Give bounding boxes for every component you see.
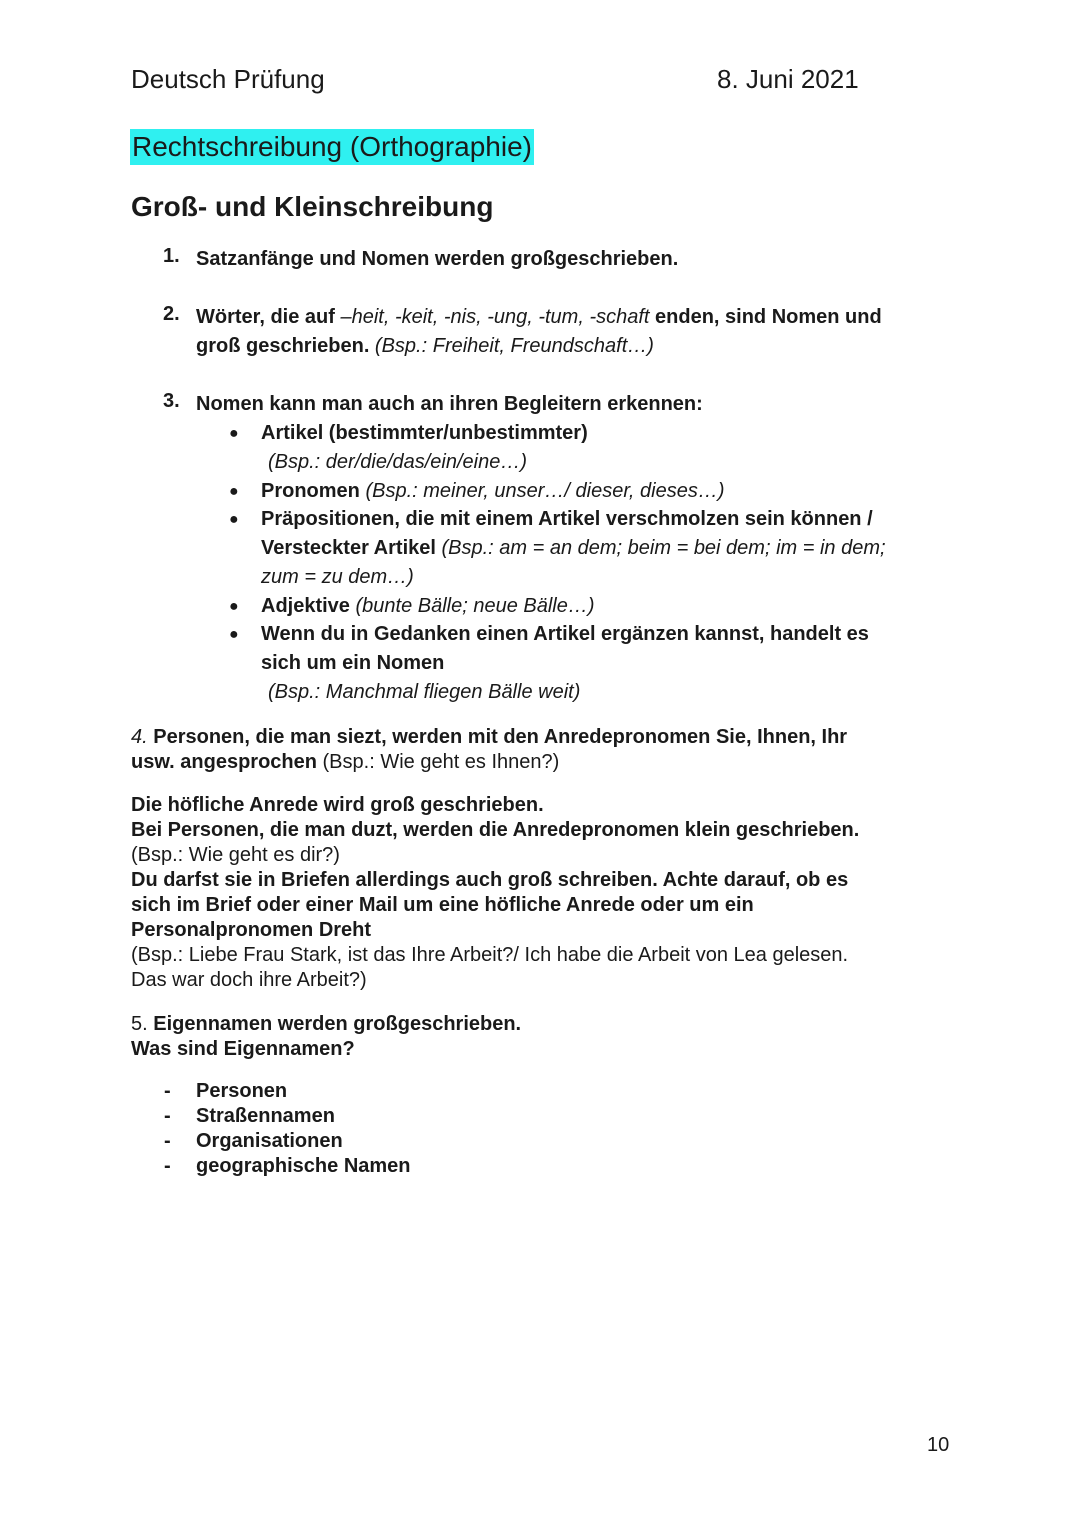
rule-2-text-c: enden, sind Nomen und (649, 306, 882, 328)
bullet-gedanken-line-2: sich um ein Nomen (261, 652, 445, 674)
rule-5-number: 5. (131, 1013, 148, 1035)
rule-5-line-1 (131, 1012, 521, 1037)
bullet-praepositionen-line-2 (261, 534, 886, 563)
paragraph-line-3: (Bsp.: Wie geht es dir?) (131, 844, 340, 866)
rule-4-text: Personen, die man siezt, werden mit den Anredepronomen Sie, Ihnen, Ihr (147, 726, 848, 748)
paragraph-line-4: Du darfst sie in Briefen allerdings auch groß schreiben. Achte darauf, ob es (131, 869, 849, 891)
rule-2-line-1 (196, 303, 882, 332)
rule-2-text-d: groß geschrieben. (196, 335, 370, 357)
dash-icon: - (164, 1155, 171, 1177)
bullet-pronomen (261, 477, 725, 506)
document-date: 8. Juni 2021 (717, 64, 859, 94)
bullet-gedanken-example: (Bsp.: Manchmal fliegen Bälle weit) (268, 681, 581, 703)
rule-2-suffixes: –heit, -keit, -nis, -ung, -tum, -schaft (340, 306, 650, 328)
rule-4-bold: usw. angesprochen (131, 751, 317, 773)
subsection-title: Groß- und Kleinschreibung (131, 191, 494, 222)
bullet-adjektive-label: Adjektive (261, 595, 350, 617)
rule-4-example: (Bsp.: Wie geht es Ihnen?) (316, 751, 560, 773)
rule-3-text: Nomen kann man auch an ihren Begleitern erkennen: (196, 393, 703, 415)
paragraph-line-7: (Bsp.: Liebe Frau Stark, ist das Ihre Arbeit?/ Ich habe die Arbeit von Lea gelesen. (131, 944, 849, 966)
list-item: geographische Namen (196, 1155, 411, 1177)
bullet-adjektive (261, 592, 595, 621)
paragraph-line-1: Die höfliche Anrede wird groß geschrieben. (131, 794, 544, 816)
bullet-artikel-example: (Bsp.: der/die/das/ein/eine…) (268, 451, 528, 473)
bullet-icon: ● (229, 626, 239, 643)
bullet-versteckter-artikel-label: Versteckter Artikel (261, 537, 436, 559)
dash-icon: - (164, 1080, 171, 1102)
rule-1-text: Satzanfänge und Nomen werden großgeschrieben. (196, 248, 679, 270)
rule-3-number: 3. (163, 390, 180, 412)
paragraph-line-5: sich im Brief oder einer Mail um eine höfliche Anrede oder um ein (131, 894, 754, 916)
page-number: 10 (927, 1434, 950, 1456)
bullet-icon: ● (229, 511, 239, 528)
rule-5-question: Was sind Eigennamen? (131, 1038, 355, 1060)
bullet-gedanken-line-1: Wenn du in Gedanken einen Artikel ergänzen kannst, handelt es (261, 623, 869, 645)
bullet-praepositionen-example: (Bsp.: am = an dem; beim = bei dem; im = in dem; (435, 537, 886, 559)
section-title: Rechtschreibung (Orthographie) (130, 129, 534, 165)
document-subject: Deutsch Prüfung (131, 64, 325, 94)
paragraph-line-6: Personalpronomen Dreht (131, 919, 372, 941)
list-item: Personen (196, 1080, 288, 1102)
paragraph-line-8: Das war doch ihre Arbeit?) (131, 969, 367, 991)
rule-4-line-2 (131, 750, 559, 775)
bullet-icon: ● (229, 483, 239, 500)
rule-1-number: 1. (163, 245, 180, 267)
bullet-adjektive-example: (bunte Bälle; neue Bälle…) (349, 595, 595, 617)
rule-4-number: 4. (131, 726, 148, 748)
bullet-icon: ● (229, 598, 239, 615)
bullet-artikel-label: Artikel (bestimmter/unbestimmter) (261, 422, 588, 444)
rule-4-line-1 (131, 725, 847, 750)
dash-icon: - (164, 1130, 171, 1152)
bullet-pronomen-label: Pronomen (261, 480, 360, 502)
bullet-praepositionen-line-3: zum = zu dem…) (261, 566, 414, 588)
dash-icon: - (164, 1105, 171, 1127)
bullet-pronomen-example: (Bsp.: meiner, unser…/ dieser, dieses…) (359, 480, 725, 502)
rule-2-text-a: Wörter, die auf (196, 306, 341, 328)
paragraph-line-2: Bei Personen, die man duzt, werden die Anredepronomen klein geschrieben. (131, 819, 860, 841)
rule-2-line-2 (196, 332, 654, 361)
rule-2-number: 2. (163, 303, 180, 325)
rule-2-example: (Bsp.: Freiheit, Freundschaft…) (369, 335, 654, 357)
rule-5-text: Eigennamen werden großgeschrieben. (147, 1013, 522, 1035)
bullet-icon: ● (229, 425, 239, 442)
bullet-praepositionen-line-1: Präpositionen, die mit einem Artikel verschmolzen sein können / (261, 508, 873, 530)
list-item: Straßennamen (196, 1105, 335, 1127)
list-item: Organisationen (196, 1130, 343, 1152)
